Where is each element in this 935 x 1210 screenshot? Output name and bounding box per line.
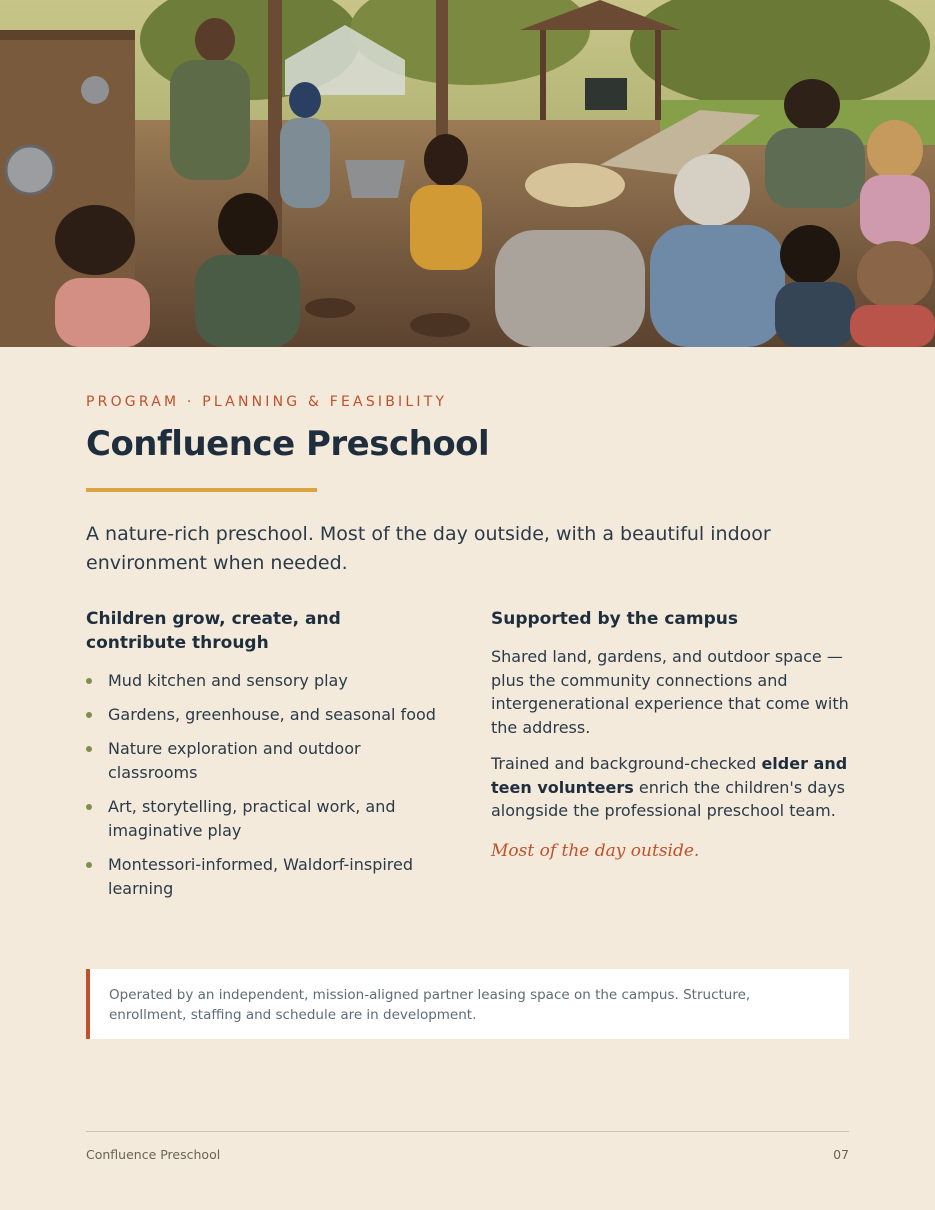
- hero-photo: [0, 0, 935, 347]
- list-item: [86, 703, 446, 727]
- volunteers-emphasis: elder and teen volunteers: [491, 754, 848, 797]
- lede-paragraph: A nature-rich preschool. Most of the day outside, with a beautiful indoor environment when needed.: [86, 523, 771, 574]
- list-item-text: Nature exploration and outdoor classrooms: [108, 739, 361, 782]
- list-item: [86, 853, 446, 901]
- list-item-text: Mud kitchen and sensory play: [108, 671, 348, 690]
- right-column-heading: Supported by the campus: [491, 609, 738, 629]
- eyebrow-label: PROGRAM · PLANNING & FEASIBILITY: [86, 394, 448, 410]
- bullet-dot-icon: [86, 804, 92, 810]
- list-item: [86, 669, 446, 693]
- left-column-heading: Children grow, create, and contribute through: [86, 609, 341, 653]
- activities-list: [86, 669, 446, 901]
- volunteers-paragraph: [491, 752, 851, 823]
- list-item: [86, 737, 446, 785]
- campus-paragraph: Shared land, gardens, and outdoor space — plus the community connections and intergenerational experience that come with the address.: [491, 647, 849, 737]
- operator-note: Operated by an independent, mission-aligned partner leasing space on the campus. Structure, enrollment, staffing and schedule are in development.: [86, 969, 849, 1039]
- bullet-dot-icon: [86, 678, 92, 684]
- list-item-text: Art, storytelling, practical work, and imaginative play: [108, 797, 396, 840]
- list-item-text: Gardens, greenhouse, and seasonal food: [108, 705, 436, 724]
- title-underline: [86, 488, 317, 492]
- list-item: [86, 795, 446, 843]
- page-title: Confluence Preschool: [86, 424, 490, 464]
- volunteers-text-post: enrich the children's days alongside the professional preschool team.: [491, 777, 846, 820]
- footer-divider: [86, 1131, 849, 1132]
- bullet-dot-icon: [86, 746, 92, 752]
- bullet-dot-icon: [86, 712, 92, 718]
- page-number: 07: [833, 1147, 849, 1162]
- footer-title: Confluence Preschool: [86, 1147, 221, 1162]
- right-column: [491, 607, 851, 861]
- list-item-text: Montessori-informed, Waldorf-inspired learning: [108, 855, 414, 898]
- volunteers-text-pre: Trained and background-checked: [491, 754, 762, 773]
- bullet-dot-icon: [86, 862, 92, 868]
- tagline: Most of the day outside.: [491, 840, 700, 861]
- left-column: [86, 607, 446, 911]
